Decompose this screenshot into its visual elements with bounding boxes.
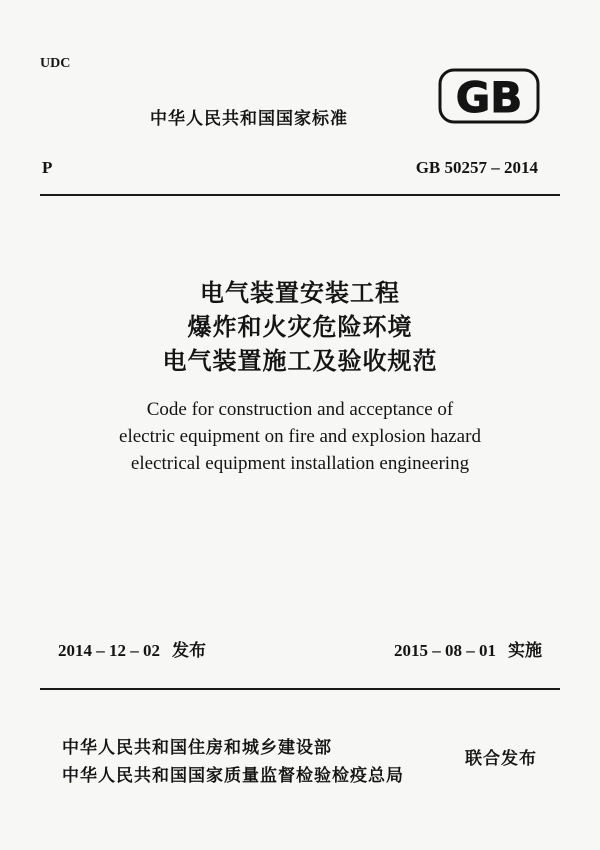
implement-date-value: 2015 – 08 – 01 — [394, 641, 496, 660]
issuer-aqsiq: 中华人民共和国国家质量监督检验检疫总局 — [62, 766, 404, 786]
classification-code: P — [42, 158, 53, 177]
udc-label: UDC — [40, 56, 71, 71]
implement-date — [394, 636, 542, 661]
issue-date-value: 2014 – 12 – 02 — [58, 641, 160, 660]
implement-label: 实施 — [508, 641, 542, 661]
issuing-authorities — [62, 734, 404, 790]
title-en-line: Code for construction and acceptance of — [146, 399, 454, 420]
standard-type: 中华人民共和国国家标准 — [150, 109, 348, 129]
title-cn-line: 电气装置安装工程 — [200, 279, 400, 307]
issuer-ministry: 中华人民共和国住房和城乡建设部 — [62, 738, 332, 758]
title-cn-line: 爆炸和火灾危险环境 — [187, 313, 413, 341]
issue-date — [58, 636, 206, 661]
title-en-line: electric equipment on fire and explosion hazard — [119, 426, 481, 447]
title-english — [0, 396, 600, 477]
joint-issue-label: 联合发布 — [465, 749, 537, 769]
standard-number: GB 50257 – 2014 — [415, 158, 538, 177]
top-divider — [40, 194, 560, 196]
title-en-line: electrical equipment installation engineering — [130, 453, 470, 474]
gb-logo-text: GB — [455, 73, 523, 122]
title-cn-line: 电气装置施工及验收规范 — [162, 347, 438, 375]
issue-label: 发布 — [172, 641, 206, 661]
title-chinese — [0, 276, 600, 378]
gb-logo — [438, 68, 540, 124]
bottom-divider — [40, 688, 560, 690]
